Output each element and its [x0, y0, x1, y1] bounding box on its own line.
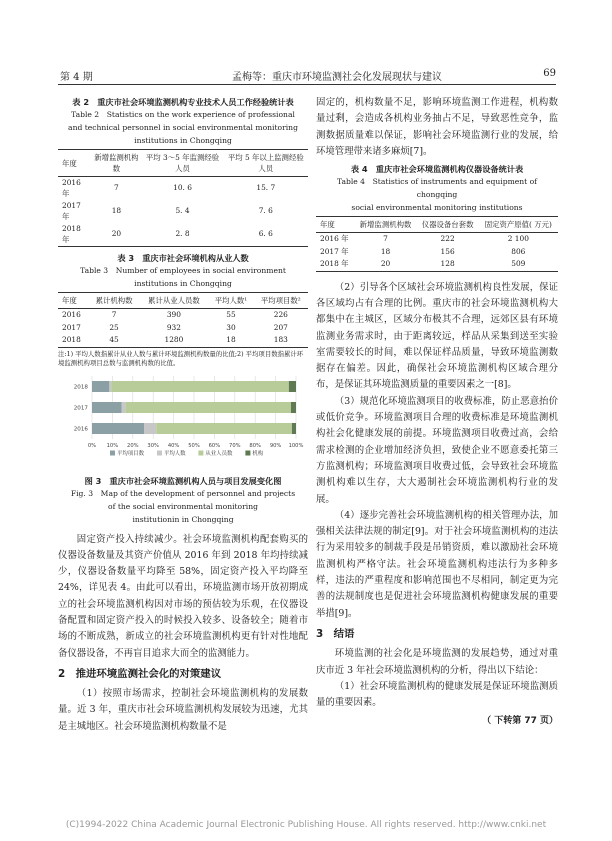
paragraph: （4）逐步完善社会环境监测机构的相关管理办法，加强相关法律法规的制定[9]。对于社会环境监测机构的违法行为采用较多的制裁手段是吊销资质，难以激励社会环境监测机构严格守法。社会环境监测机构违法行为多种多样，违法的严重程度和影响范围也不尽相同，制定更为完善的法规制度也是促进社会环境监测机构健康发展的重要举措[9]。: [316, 509, 558, 619]
cell: 25: [109, 322, 119, 332]
col-header: 累计机构数: [89, 293, 140, 309]
cell: 2017 年: [62, 201, 81, 221]
cell: 806: [511, 246, 526, 256]
col-header: 平均项目数²: [254, 293, 308, 309]
paragraph: （2）引导各个区域社会环境监测机构良性发展，保证各区域均占有合理的比例。重庆市的社会环境监测机构大都集中在主城区，区域分布极其不合理，远郊区县有环境监测业务需求时，由于距离较远，样品从采集到送至实验室需要较长的时间，难以保证样品质量，导致环境监测数据存在偏差。因此，确保社会环境监测机构区域合理分布，是保证其环境监测质量的重要因素之一[8]。: [316, 281, 558, 391]
table3: [58, 292, 308, 348]
cell: 222: [440, 234, 455, 244]
col-header: 累计从业人员数: [139, 293, 208, 309]
table3-note: 注:1) 平均人数指累计从业人数与累计环境监测机构数量的比值;2) 平均项目数指累计环境监测机构项目总数与监测机构数的比值。: [58, 349, 304, 367]
bar-segment: [156, 423, 292, 434]
bar-segment: [291, 402, 296, 413]
col-header: 新增监测机构数: [91, 150, 141, 177]
bar-segment: [111, 381, 288, 392]
x-tick-label: 100%: [288, 442, 304, 449]
bar-segment: [109, 381, 111, 392]
fig3-chart: [58, 370, 308, 474]
table3-caption-cn: 表 3 重庆市社会环境机构从业人数: [117, 253, 249, 263]
col-header: 平均人数¹: [208, 293, 253, 309]
x-tick-label: 50%: [188, 442, 200, 449]
paragraph: （1）社会环境监测机构的健康发展是保证环境监测质量的重要因素。: [316, 680, 558, 709]
table2-caption-en: [58, 108, 308, 147]
header-rule: [58, 84, 556, 85]
cell: 20: [354, 258, 416, 271]
cell: 2 100: [507, 234, 529, 244]
table-row: [58, 177, 308, 201]
cell: 5. 4: [175, 206, 190, 216]
cell: 509: [479, 258, 558, 271]
col-header: 仪器设备台套数: [417, 217, 479, 233]
page-number: 69: [543, 68, 556, 79]
category-label: 2016: [73, 426, 88, 432]
caption-line: Table 4 Statistics of instruments and equipment of chongqing: [336, 177, 538, 200]
x-tick-label: 0%: [87, 442, 97, 449]
cell: 2017: [62, 322, 81, 332]
cell: 2018 年: [58, 223, 91, 247]
legend-swatch: [157, 450, 162, 455]
cell: 15. 7: [256, 183, 276, 193]
cell: 20: [91, 223, 141, 247]
caption-line: Table 3 Number of employees in social environment: [80, 266, 286, 275]
category-label: 2017: [73, 405, 88, 411]
cell: 45: [89, 334, 140, 347]
paragraph: 固定资产投入持续减少。社会环境监测机构配套购买的仪器设备数量及其资产价值从 2016 年到 2018 年均持续减少，仪器设备数量平均降至 58%，固定资产投入平均降至 24%，详见表 4。由此可以看出，环境监测市场开放初期成立的社会环境监测机构因对市场的预估较为乐观，在仪器设备配置和固定资产投入的时候投入较多、设备较全；随着市场的不断成熟，新成立的社会环境监测机构更有针对性地配备仪器设备，不再盲目追求大而全的监测能力。: [58, 533, 308, 659]
legend-swatch: [245, 450, 250, 455]
cell: 6. 6: [224, 223, 308, 247]
caption-line: and technical personnel in social environmental monitoring: [68, 123, 298, 132]
col-header: 平均 3～5 年监测经验人员: [142, 150, 224, 177]
paragraph: 固定的，机构数量不足，影响环境监测工作进程，机构数量过剩，会造成各机构业务抽占不足，导致恶性竞争，监测数据质量难以保证，影响社会环境监测行业的发展，给环境管理带来诸多麻烦[7]。: [316, 97, 558, 157]
fig3-caption-cn: 图 3 重庆市社会环境监测机构人员与项目发展变化图: [84, 475, 282, 486]
cell: 2016 年: [62, 178, 81, 198]
cell: 7: [111, 310, 117, 319]
table-row: [316, 246, 558, 259]
cell: 932: [166, 322, 181, 332]
cell: 1280: [139, 334, 208, 347]
table-row: [58, 200, 308, 223]
caption-line: institutionin in Chongqing: [132, 514, 234, 524]
legend-label: 从业人员数: [205, 450, 233, 457]
cell: 10. 6: [173, 183, 192, 193]
category-label: 2018: [73, 384, 88, 390]
issue-number: 第 4 期: [60, 72, 93, 83]
x-tick-label: 90%: [269, 442, 282, 449]
caption-line: social environmental monitoring institutions: [351, 203, 523, 213]
table4: [316, 216, 558, 272]
caption-line: Table 2 Statistics on the work experience of professional: [71, 110, 295, 119]
paragraph: 环境监测的社会化是环境监测的发展趋势，通过对重庆市近 3 年社会环境监测机构的分析，得出以下结论：: [316, 648, 558, 676]
cell: 128: [417, 258, 479, 271]
table-row: [58, 223, 308, 247]
legend-label: 平均人数: [164, 450, 186, 457]
table-row: [316, 233, 558, 246]
cell: 390: [166, 310, 181, 319]
right-body-top: [316, 95, 558, 160]
legend-label: 平均项目数: [117, 450, 144, 457]
col-header: 年度: [58, 293, 89, 309]
table-header-row: [58, 293, 308, 309]
section-heading: 3 结语: [316, 627, 355, 640]
col-header: 年度: [316, 217, 354, 233]
legend-label: 机构: [252, 450, 264, 457]
left-body: [58, 532, 308, 736]
table-header-row: [316, 217, 558, 233]
table4-caption-en: [316, 175, 558, 214]
fig3-caption-en: [58, 487, 308, 526]
table2: [58, 149, 308, 247]
caption-line: Fig. 3 Map of the development of personnel and projects: [70, 488, 296, 498]
caption-line: of the social environmental monitoring: [108, 501, 258, 511]
col-header: 新增监测机构数: [354, 217, 416, 233]
x-tick-label: 80%: [249, 442, 261, 449]
paragraph: （1）按照市场需求，控制社会环境监测机构的发展数量。近 3 年，重庆市社会环境监测机构发展较为迅速，尤其是主城地区。社会环境监测机构数量不是: [58, 688, 308, 732]
cell: 207: [273, 322, 288, 332]
running-title: 孟梅等：重庆市环境监测社会化发展现状与建议: [232, 72, 442, 83]
caption-line: institutions in Chongqing: [134, 136, 232, 145]
cell: 18: [380, 246, 391, 256]
bar-segment: [144, 423, 156, 434]
col-header: 年度: [58, 150, 91, 177]
bar-segment: [92, 381, 109, 392]
cell: 18: [111, 206, 122, 216]
caption-line: institutions in Chongqing: [134, 279, 232, 288]
paragraph: （3）规范化环境监测项目的收费标准，防止恶意抬价或低价竞争。环境监测项目合理的收费标准是环境监测机构社会化健康发展的前提。环境监测项目收费过高，会给需求检测的企业增加经济负担，致使企业不愿意委托第三方监测机构；环境监测项目收费过低，会导致社会环境监测机构难以生存，大大遏制社会环境监测机构行业的发展。: [316, 395, 558, 505]
cell: 2016: [62, 310, 81, 319]
right-body: [316, 280, 558, 730]
continued-note: （ 下转第 77 页）: [482, 716, 558, 727]
bar-segment: [126, 402, 291, 413]
legend-swatch: [198, 450, 203, 455]
x-tick-label: 30%: [147, 442, 159, 449]
cell: 2. 8: [142, 223, 224, 247]
cell: 183: [254, 334, 308, 347]
cell: 2016 年: [320, 234, 349, 244]
cell: 226: [273, 310, 288, 319]
table2-caption-cn: 表 2 重庆市社会环境监测机构专业技术人员工作经验统计表: [72, 97, 294, 107]
bar-segment: [122, 402, 126, 413]
table4-caption-cn: 表 4 重庆市社会环境监测机构仪器设备统计表: [350, 164, 524, 175]
bar-segment: [292, 423, 296, 434]
cell: 7. 6: [258, 206, 273, 216]
table-header-row: [58, 150, 308, 177]
cell: 55: [226, 310, 236, 319]
legend-swatch: [110, 450, 115, 455]
cell: 30: [226, 322, 236, 332]
x-tick-label: 60%: [208, 442, 221, 449]
table-row: [58, 322, 308, 335]
x-tick-label: 40%: [167, 442, 180, 449]
section-heading: 2 推进环境监测社会化的对策建议: [58, 667, 222, 680]
cell: 2017 年: [320, 246, 349, 256]
running-header: [0, 0, 612, 90]
x-tick-label: 20%: [127, 442, 139, 449]
right-column: [316, 95, 558, 730]
table-row: [316, 258, 558, 271]
cell: 18: [208, 334, 253, 347]
left-column: [58, 95, 308, 735]
x-tick-label: 10%: [106, 442, 119, 449]
cell: 156: [440, 246, 455, 256]
table3-caption-en: [58, 264, 308, 290]
col-header: 平均 5 年以上监测经验人员: [224, 150, 308, 177]
table-row: [58, 309, 308, 322]
cell: 2018: [58, 334, 89, 347]
bar-segment: [92, 402, 122, 413]
cell: 7: [383, 234, 388, 244]
x-tick-label: 70%: [229, 442, 241, 449]
table-row: [58, 334, 308, 347]
cell: 2018 年: [316, 258, 354, 271]
cell: 7: [114, 183, 119, 193]
bar-segment: [92, 423, 144, 434]
col-header: 固定资产原值( 万元): [479, 217, 558, 233]
copyright-footer: (C)1994-2022 China Academic Journal Electronic Publishing House. All rights reserved. http://www.cnki.net: [65, 820, 547, 830]
bar-segment: [289, 381, 296, 392]
